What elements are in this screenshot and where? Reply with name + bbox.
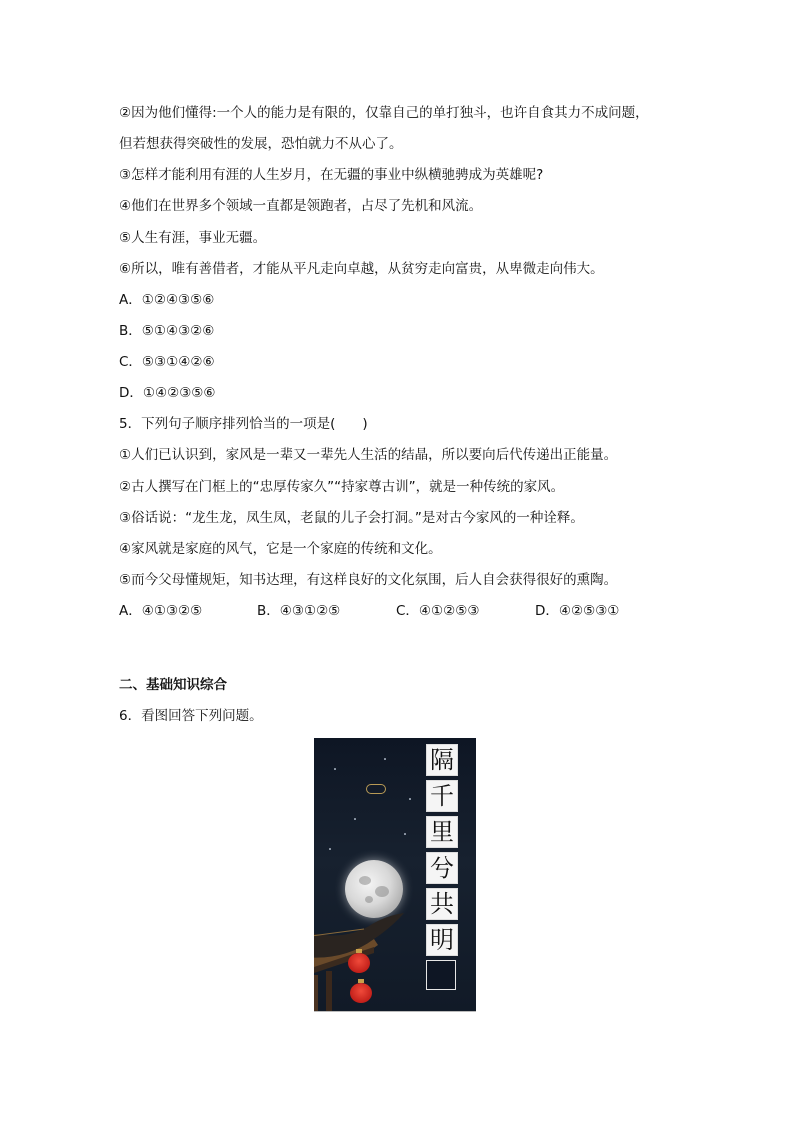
q5-option-c: C．④①②⑤③	[396, 603, 480, 619]
lantern-icon	[348, 953, 370, 973]
q5-stem: 5．下列句子顺序排列恰当的一项是( )	[119, 416, 368, 432]
verse-char-5: 共	[426, 888, 458, 920]
q6-stem: 6．看图回答下列问题。	[119, 708, 263, 724]
q5-sentence-5: ⑤而今父母懂规矩，知书达理，有这样良好的文化氛围，后人自会获得很好的熏陶。	[119, 572, 618, 588]
q4-sentence-2: ②因为他们懂得:一个人的能力是有限的，仅靠自己的单打独斗，也许自食其力不成问题，	[119, 105, 649, 121]
q4-sentence-5: ⑤人生有涯，事业无疆。	[119, 230, 267, 246]
q5-sentence-2: ②古人撰写在门框上的“忠厚传家久”“持家尊古训”，就是一种传统的家风。	[119, 479, 565, 495]
q4-sentence-3: ③怎样才能利用有涯的人生岁月，在无疆的事业中纵横驰骋成为英雄呢?	[119, 167, 544, 183]
q4-option-c: C．⑤③①④②⑥	[119, 354, 215, 370]
section-title: 二、基础知识综合	[119, 677, 227, 693]
q5-sentence-3: ③俗话说：“龙生龙，凤生凤，老鼠的儿子会打洞。”是对古今家风的一种诠释。	[119, 510, 584, 526]
q4-sentence-4: ④他们在世界多个领域一直都是领跑者，占尽了先机和风流。	[119, 198, 483, 214]
q5-option-a: A．④①③②⑤	[119, 603, 203, 619]
q4-option-a: A．①②④③⑤⑥	[119, 292, 215, 308]
verse-char-3: 里	[426, 816, 458, 848]
moon-icon	[345, 860, 403, 918]
verse-char-6: 明	[426, 924, 458, 956]
cloud-icon	[366, 784, 386, 794]
q4-sentence-2-cont: 但若想获得突破性的发展，恐怕就力不从心了。	[119, 136, 403, 152]
q5-option-b: B．④③①②⑤	[257, 603, 341, 619]
verse-blank-box	[426, 960, 456, 990]
verse-char-2: 千	[426, 780, 458, 812]
q4-option-d: D．①④②③⑤⑥	[119, 385, 216, 401]
q5-option-d: D．④②⑤③①	[535, 603, 620, 619]
poster-verse-column	[426, 744, 460, 994]
q5-sentence-1: ①人们已认识到，家风是一辈又一辈先人生活的结晶，所以要向后代传递出正能量。	[119, 447, 618, 463]
poster-image	[314, 738, 476, 1012]
verse-char-4: 兮	[426, 852, 458, 884]
q5-sentence-4: ④家风就是家庭的风气，它是一个家庭的传统和文化。	[119, 541, 442, 557]
q4-sentence-6: ⑥所以，唯有善借者，才能从平凡走向卓越，从贫穷走向富贵，从卑微走向伟大。	[119, 261, 604, 277]
q4-option-b: B．⑤①④③②⑥	[119, 323, 215, 339]
lantern-icon	[350, 983, 372, 1003]
q5-options	[119, 602, 619, 620]
verse-char-1: 隔	[426, 744, 458, 776]
